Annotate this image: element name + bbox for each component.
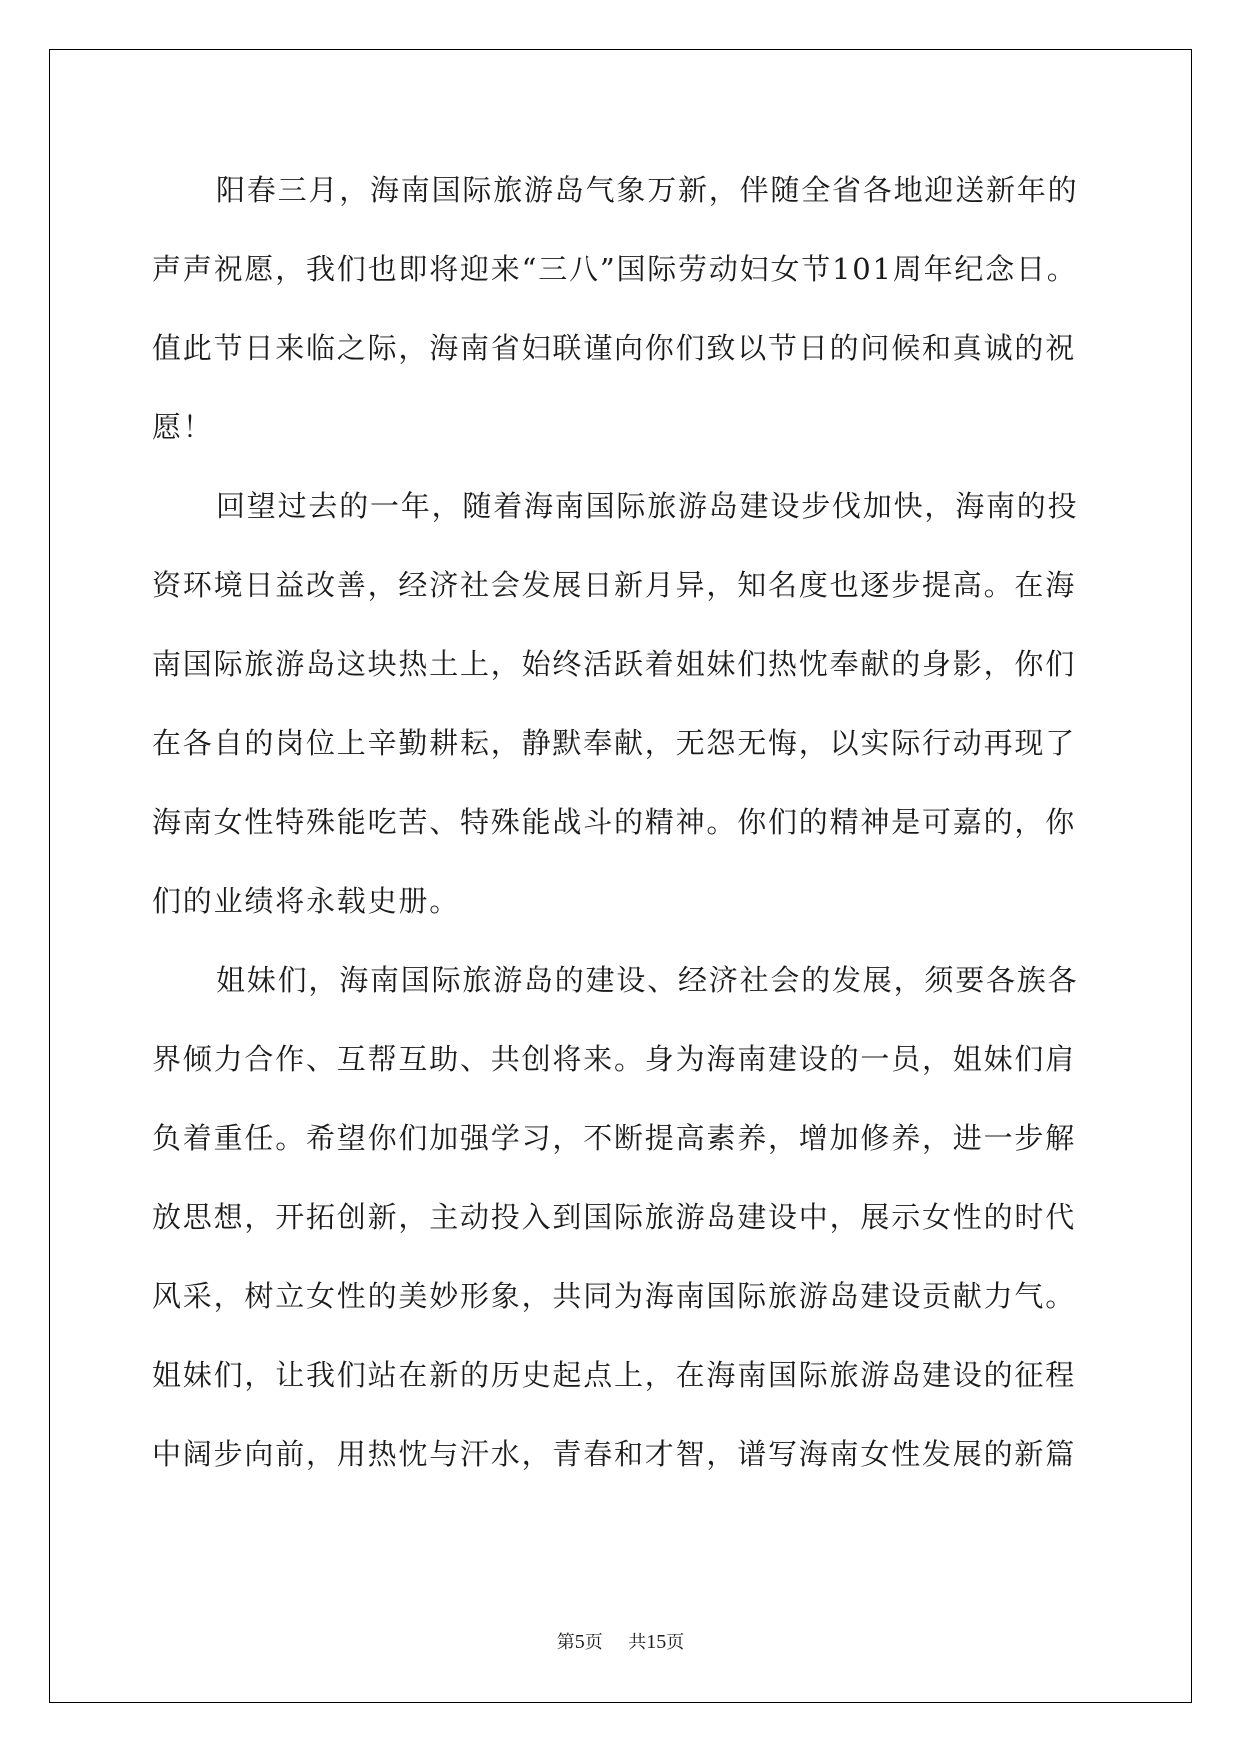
paragraph-3-line-4: 放思想，开拓创新，主动投入到国际旅游岛建设中，展示女性的时代 [152, 1200, 1077, 1234]
total-prefix: 共 [628, 1632, 647, 1653]
paragraph-3-line-3: 负着重任。希望你们加强学习，不断提高素养，增加修养，进一步解 [152, 1121, 1077, 1155]
paragraph-2-line-3: 南国际旅游岛这块热土上，始终活跃着姐妹们热忱奉献的身影，你们 [152, 647, 1077, 681]
page-suffix: 页 [584, 1632, 603, 1653]
paragraph-3-line-2: 界倾力合作、互帮互助、共创将来。身为海南建设的一员，姐妹们肩 [152, 1042, 1077, 1076]
paragraph-1-line-3: 值此节日来临之际，海南省妇联谨向你们致以节日的问候和真诚的祝 [152, 331, 1077, 365]
paragraph-3-line-7: 中阔步向前，用热忱与汗水，青春和才智，谱写海南女性发展的新篇 [152, 1437, 1077, 1471]
paragraph-3-line-5: 风采，树立女性的美妙形象，共同为海南国际旅游岛建设贡献力气。 [152, 1279, 1077, 1313]
total-suffix: 页 [666, 1632, 685, 1653]
paragraph-1-line-2: 声声祝愿，我们也即将迎来“三八”国际劳动妇女节101周年纪念日。 [152, 252, 1078, 286]
paragraph-2-line-1: 回望过去的一年，随着海南国际旅游岛建设步伐加快，海南的投 [216, 489, 1079, 523]
paragraph-2-line-4: 在各自的岗位上辛勤耕耘，静默奉献，无怨无悔，以实际行动再现了 [152, 726, 1077, 760]
document-body [152, 160, 1092, 1503]
paragraph-3-line-1: 姐妹们，海南国际旅游岛的建设、经济社会的发展，须要各族各 [216, 963, 1079, 997]
page-number-label [557, 1632, 609, 1653]
current-page-number: 5 [574, 1631, 585, 1653]
total-pages-label [628, 1632, 684, 1653]
paragraph-2-line-5: 海南女性特殊能吃苦、特殊能战斗的精神。你们的精神是可嘉的，你 [152, 805, 1077, 839]
page-footer [0, 1630, 1241, 1655]
page-prefix: 第 [556, 1632, 575, 1653]
paragraph-1-line-1: 阳春三月，海南国际旅游岛气象万新，伴随全省各地迎送新年的 [216, 173, 1079, 207]
paragraph-3-line-6: 姐妹们，让我们站在新的历史起点上，在海南国际旅游岛建设的征程 [152, 1358, 1077, 1392]
paragraph-2-line-2: 资环境日益改善，经济社会发展日新月异，知名度也逐步提高。在海 [152, 568, 1077, 602]
total-pages-number: 15 [646, 1631, 667, 1653]
paragraph-1-line-4: 愿！ [152, 410, 214, 444]
paragraph-2-line-6: 们的业绩将永载史册。 [152, 884, 461, 918]
